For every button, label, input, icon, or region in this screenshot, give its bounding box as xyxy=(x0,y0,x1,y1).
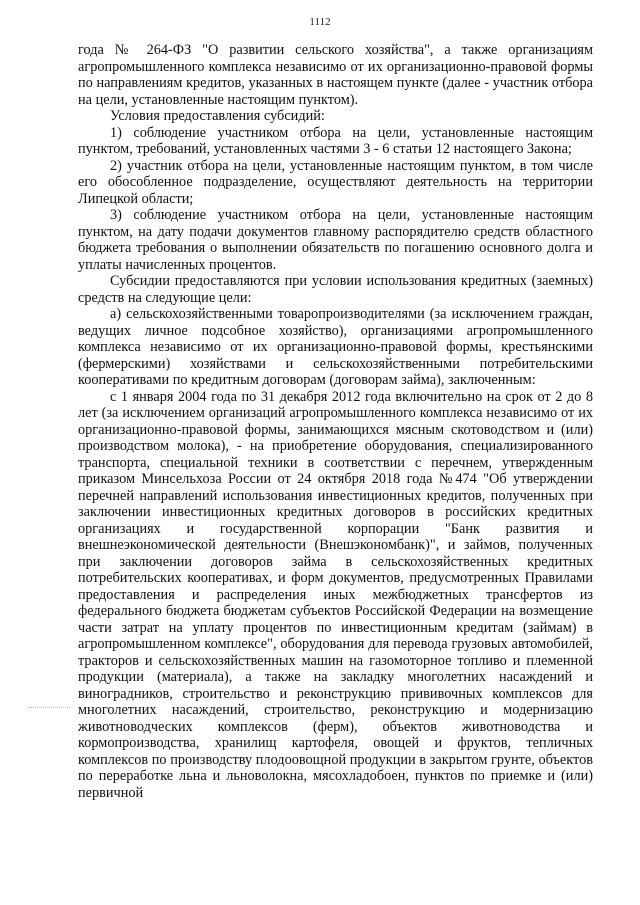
paragraph-purpose-a: а) сельскохозяйственными товаропроизводителями (за исключением граждан, ведущих личное подсобное хозяйство), организациями агропромышленного комплекса независимо от их организационно-правовой формы, крестьянскими (фермерскими) хозяйствами и сельскохозяйственными потребительскими кооперативами по кредитным договорам (договорам займа), заключенным: xyxy=(78,306,593,388)
paragraph-purposes-heading: Субсидии предоставляются при условии использования кредитных (заемных) средств на следующие цели: xyxy=(78,273,593,306)
paragraph-condition-3: 3) соблюдение участником отбора на цели, установленные настоящим пунктом, на дату подачи документов главному распорядителю средств областного бюджета требования о выполнении обязательств по погашению основного долга и уплаты начисленных процентов. xyxy=(78,207,593,273)
paragraph-conditions-heading: Условия предоставления субсидий: xyxy=(110,108,325,124)
page-number: 1112 xyxy=(309,16,331,28)
document-body xyxy=(78,42,593,801)
paragraph-condition-2: 2) участник отбора на цели, установленные настоящим пунктом, в том числе его обособленное подразделение, осуществляют деятельность на территории Липецкой области; xyxy=(78,157,593,207)
margin-scan-mark xyxy=(28,707,70,711)
paragraph-continuation: года № 264-ФЗ "О развитии сельского хозяйства", а также организациям агропромышленного комплекса независимо от их организационно-правовой формы по направлениям кредитов, указанных в настоящем пункте (далее - участник отбора на цели, установленные настоящим пунктом). xyxy=(78,42,593,108)
paragraph-period-2004-2012: с 1 января 2004 года по 31 декабря 2012 года включительно на срок от 2 до 8 лет (за исключением организаций агропромышленного комплекса независимо от их организационно-правовой формы, занимающихся мясным скотоводством и (или) производством молока), - на приобретение оборудования, специализированного транспорта, специальной техники в соответствии с перечнем, утвержденным приказом Минсельхоза России от 24 октября 2018 года №474 "Об утверждении перечней направлений использования инвестиционных кредитов, полученных при заключении инвестиционных кредитных договоров в российских кредитных организациях и государственной корпорации "Банк развития и внешнеэкономической деятельности (Внешэкономбанк)", и займов, полученных при заключении договоров займа в сельскохозяйственных кредитных потребительских кооперативах, и форм документов, предусмотренных Правилами предоставления и распределения иных межбюджетных трансфертов из федерального бюджета бюджетам субъектов Российской Федерации на возмещение части затрат на уплату процентов по инвестиционным кредитам (займам) в агропромышленном комплексе", оборудования для перевода грузовых автомобилей, тракторов и сельскохозяйственных машин на газомоторное топливо и племенной продукции (материала), а также на закладку многолетних насаждений и виноградников, строительство и реконструкцию прививочных комплексов для многолетних насаждений, строительство, реконструкцию и модернизацию животноводческих комплексов (ферм), объектов животноводства и кормопроизводства, хранилищ картофеля, овощей и фруктов, тепличных комплексов по производству плодоовощной продукции в закрытом грунте, объектов по переработке льна и льноволокна, мясохладобоен, пунктов по приемке и (или) первичной xyxy=(78,388,593,801)
paragraph-condition-1: 1) соблюдение участником отбора на цели, установленные настоящим пунктом, требований, установленных частями 3 - 6 статьи 12 настоящего Закона; xyxy=(78,124,593,157)
